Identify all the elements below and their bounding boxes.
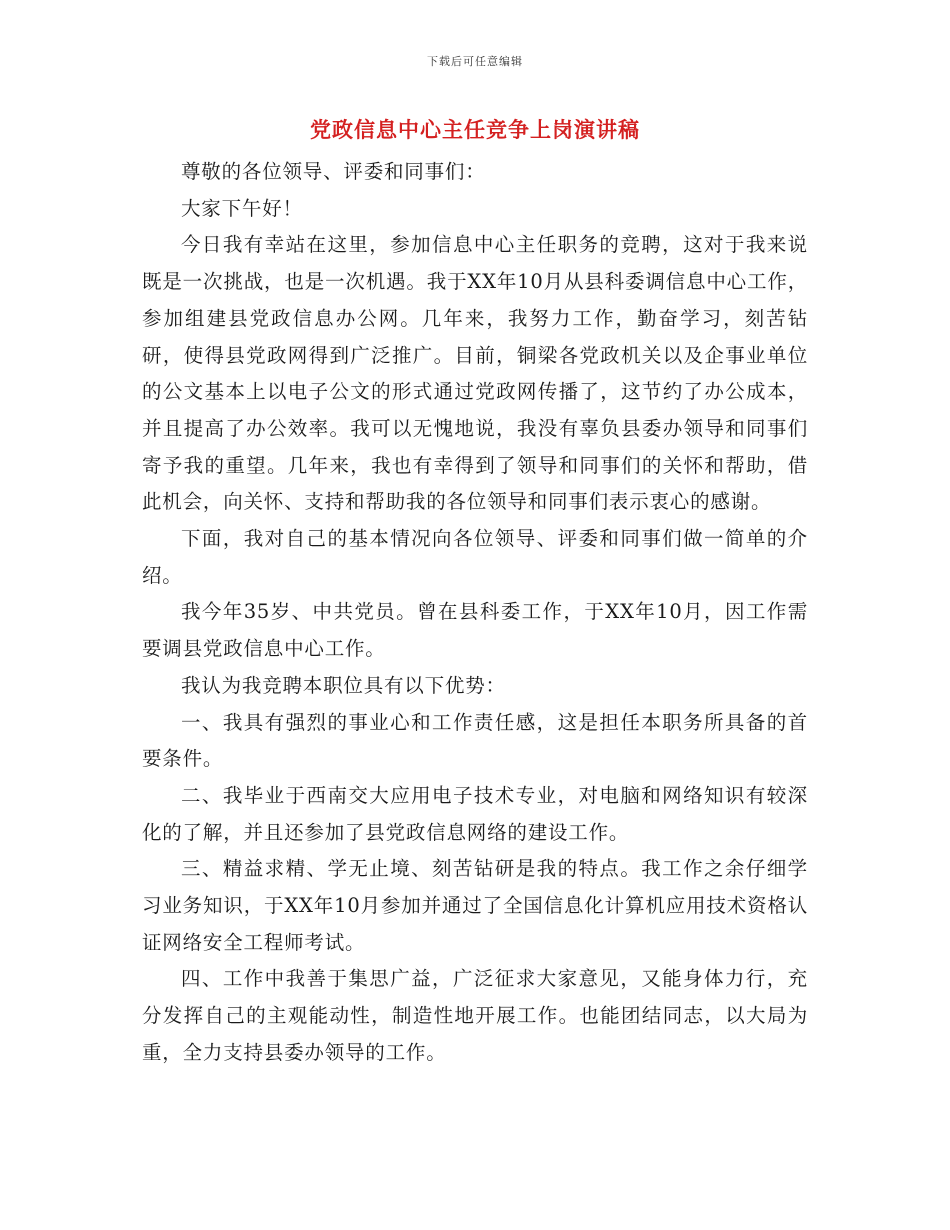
advantage-item-1: 一、我具有强烈的事业心和工作责任感，这是担任本职务所具备的首要条件。: [142, 710, 808, 771]
advantage-item-2: 二、我毕业于西南交大应用电子技术专业，对电脑和网络知识有较深化的了解，并且还参加了县党政信息网络的建设工作。: [142, 783, 808, 844]
advantage-item-4: 四、工作中我善于集思广益，广泛征求大家意见，又能身体力行，充分发挥自己的主观能动性，制造性地开展工作。也能团结同志，以大局为重，全力支持县委办领导的工作。: [142, 967, 808, 1064]
body-paragraph: 下面，我对自己的基本情况向各位领导、评委和同事们做一简单的介绍。: [142, 527, 808, 587]
salutation-paragraph: 尊敬的各位领导、评委和同事们：: [181, 160, 486, 183]
body-paragraph: 我今年35岁、中共党员。曾在县科委工作，于XX年10月，因工作需要调县党政信息中心工作。: [142, 600, 808, 661]
body-paragraph: 今日我有幸站在这里，参加信息中心主任职务的竞聘，这对于我来说既是一次挑战，也是一次机遇。我于XX年10月从县科委调信息中心工作，参加组建县党政信息办公网。几年来，我努力工作，勤奋学习，刻苦钻研，使得县党政网得到广泛推广。目前，铜梁各党政机关以及企事业单位的公文基本上以电子公文的形式通过党政网传播了，这节约了办公成本，并且提高了办公效率。我可以无愧地说，我没有辜负县委办领导和同事们寄予我的重望。几年来，我也有幸得到了领导和同事们的关怀和帮助，借此机会，向关怀、支持和帮助我的各位领导和同事们表示衷心的感谢。: [142, 233, 808, 514]
greeting-paragraph: 大家下午好！: [181, 196, 303, 220]
body-paragraph: 我认为我竞聘本职位具有以下优势：: [181, 673, 506, 697]
page-header-note: 下载后可任意编辑: [427, 55, 523, 68]
advantage-item-3: 三、精益求精、学无止境、刻苦钻研是我的特点。我工作之余仔细学习业务知识，于XX年10月参加并通过了全国信息化计算机应用技术资格认证网络安全工程师考试。: [142, 857, 808, 954]
document-title: 党政信息中心主任竞争上岗演讲稿: [310, 117, 640, 142]
document-body: [142, 154, 808, 1072]
